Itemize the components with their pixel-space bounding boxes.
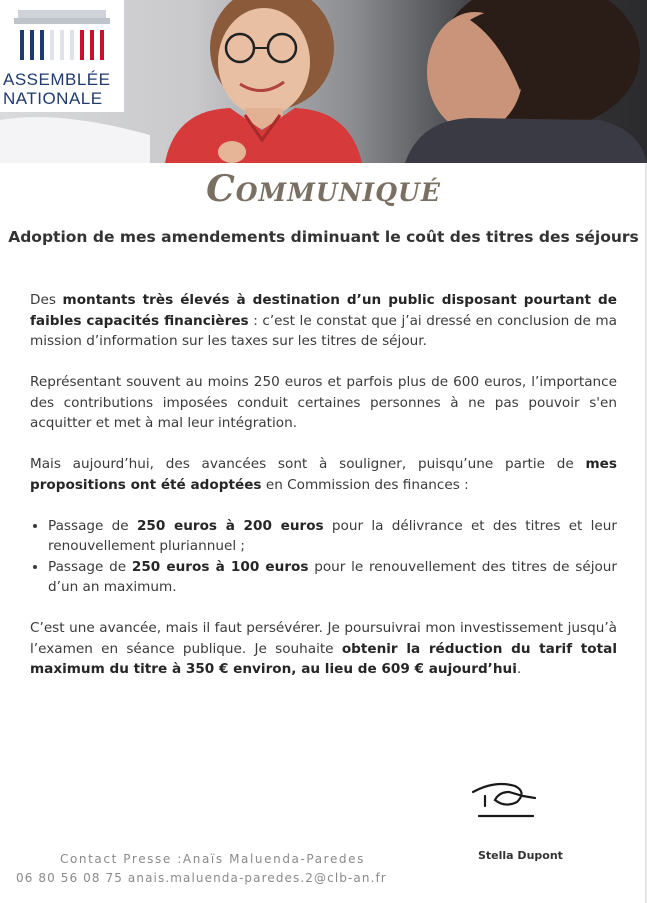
list-item: [48, 516, 617, 557]
logo-line-2: NATIONALE: [3, 89, 103, 108]
bullet1-start: Passage de: [48, 517, 137, 534]
paragraph-2: Représentant souvent au moins 250 euros et parfois plus de 600 euros, l’importance des contributions imposées conduit certaines personnes à ne pas pouvoir s'en acquitter et met à mal leur intégration.: [30, 374, 617, 431]
logo-wordmark: [3, 70, 123, 108]
paragraph-1: [30, 290, 617, 352]
p4-text-end: .: [516, 661, 522, 677]
bullet1-end: pour la délivrance et des titres et leur renouvellement pluriannuel ;: [48, 517, 617, 554]
assemblee-logo: [0, 0, 124, 112]
bullet2-start: Passage de: [48, 558, 132, 575]
person1-hand: [218, 141, 246, 163]
header-banner: [0, 0, 647, 163]
p3-text-end: en Commission des finances :: [261, 476, 469, 493]
p1-text-end: : c’est le constat que j’ai dressé en conclusion de ma mission d’information sur les taxes sur les titres de séjour.: [30, 312, 618, 349]
measures-list: [30, 516, 617, 598]
logo-line-1: ASSEMBLÉE: [3, 70, 111, 89]
press-contact-details: 06 80 56 08 75 anais.maluenda-paredes.2@clb-an.fr: [16, 871, 387, 885]
paragraph-4: [30, 618, 617, 680]
p3-text-start: Mais aujourd’hui, des avancées sont à souligner, puisqu’une partie de: [30, 456, 586, 472]
p3-bold: mes propositions ont été adoptées: [30, 456, 617, 493]
press-release-body: [30, 290, 617, 700]
page-title: Communiqué: [206, 168, 441, 210]
list-item: [48, 557, 617, 598]
page-subtitle: Adoption de mes amendements diminuant le coût des titres des séjours: [8, 228, 639, 246]
hemicycle-icon: [0, 0, 124, 70]
signature-mark: [465, 778, 540, 823]
p4-text-start: C’est une avancée, mais il faut persévérer. Je poursuivrai mon investissement jusqu’à l’examen en séance publique. Je souhaite: [30, 620, 617, 657]
p1-text-start: Des: [30, 292, 63, 308]
press-contact-name: Contact Presse :Anaïs Maluenda-Paredes: [60, 852, 365, 866]
sleeve-shape: [0, 117, 150, 163]
paragraph-3: [30, 454, 617, 495]
p4-bold: obtenir la réduction du tarif total maximum du titre à 350 € environ, au lieu de 609 € aujourd’hui: [30, 640, 617, 677]
bullet2-bold: 250 euros à 100 euros: [131, 558, 309, 575]
bullet2-end: pour le renouvellement des titres de séjour d’un an maximum.: [48, 558, 617, 595]
person1-face: [218, 8, 310, 116]
p1-bold: montants très élevés à destination d’un public disposant pourtant de faibles capacités financières: [30, 292, 618, 329]
bullet1-bold: 250 euros à 200 euros: [136, 517, 324, 534]
signatory-name: Stella Dupont: [478, 849, 563, 862]
person2-sweater: [405, 118, 647, 163]
